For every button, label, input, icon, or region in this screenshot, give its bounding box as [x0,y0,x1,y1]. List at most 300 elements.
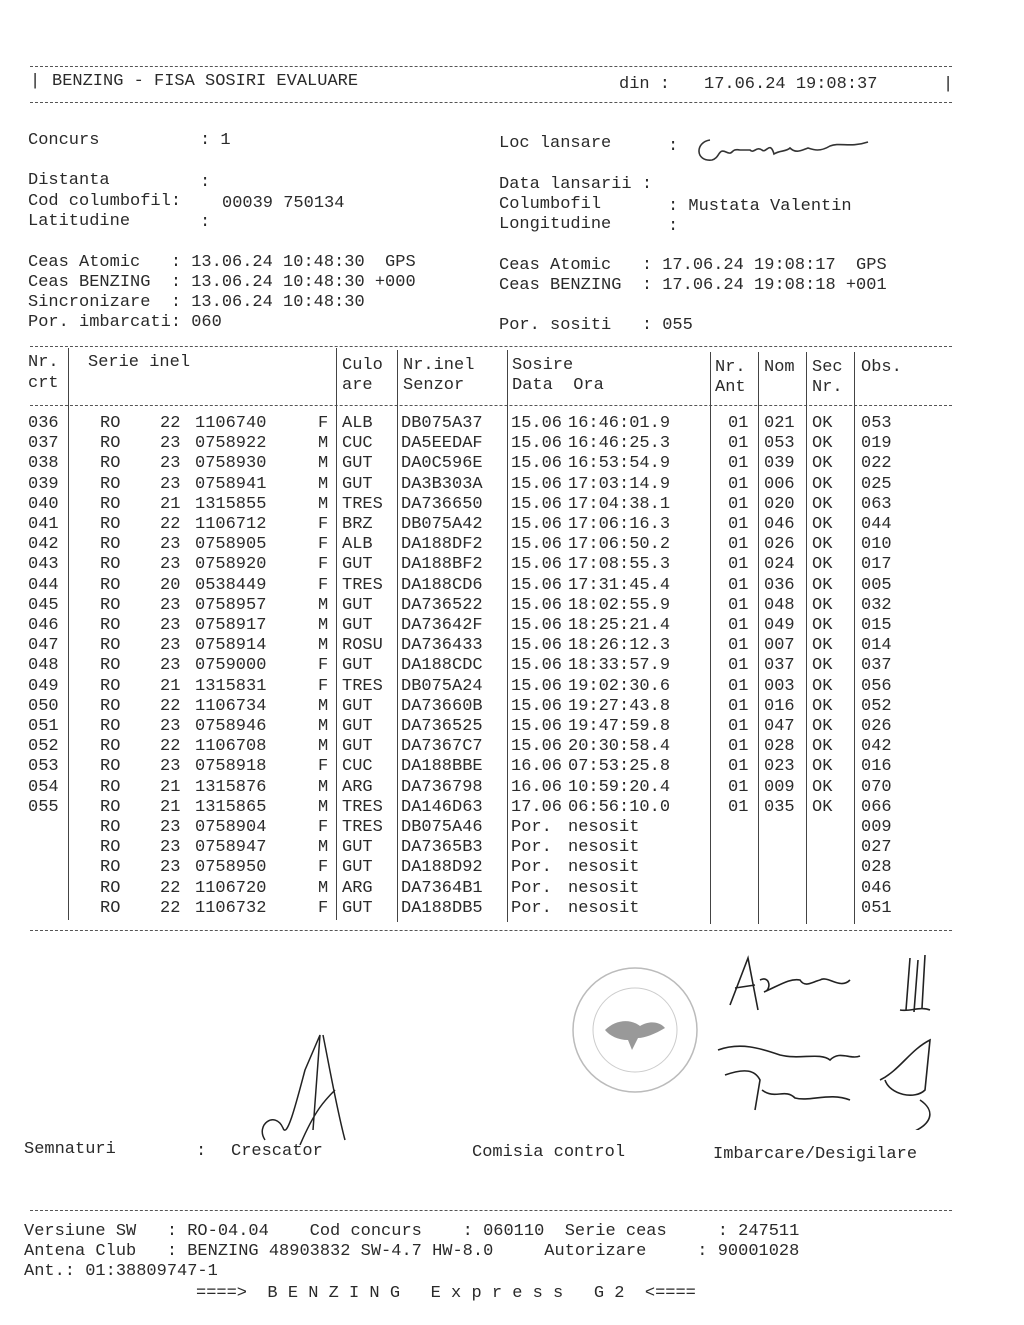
cell-sex: F [318,818,329,837]
cell-ant: 01 [728,474,749,494]
cell-data: 15.06 [511,696,563,716]
cell-cul: TRES [342,797,383,817]
cell-sec: OK [812,555,833,575]
cell-an: 22 [160,696,181,716]
cell-ant: 01 [728,494,749,514]
cell-an: 21 [160,676,181,696]
cell-data: Por. [511,818,552,837]
cell-senzor: DA73660B [401,696,483,716]
cell-obs: 016 [861,757,892,777]
cell-senzor: DA736650 [401,494,483,514]
cell-sec: OK [812,494,833,514]
cell-sex: F [318,898,329,918]
cell-data: 15.06 [511,535,563,555]
cell-data: 15.06 [511,676,563,696]
table-row [0,778,1024,798]
cell-sec: OK [812,696,833,716]
cell-cul: CUC [342,434,373,454]
table-row [0,535,1024,555]
cell-inel: 1315855 [195,494,267,514]
cell-ora: 17:06:16.3 [568,515,671,534]
cell-inel: 0758941 [195,474,267,494]
cell-ant: 01 [728,737,749,757]
table-row [0,555,1024,575]
table-row [0,697,1024,717]
cell-an: 21 [160,494,181,514]
cell-sex: F [318,414,329,433]
cell-senzor: DA188BBE [401,757,483,777]
cell-cul: TRES [342,676,383,696]
cell-nom: 036 [764,575,795,595]
cell-tara: RO [100,494,121,514]
cell-tara: RO [100,696,121,716]
cell-senzor: DA7365B3 [401,838,483,858]
cell-tara: RO [100,656,121,676]
cell-sex: M [318,717,329,736]
cell-data: 15.06 [511,575,563,595]
table-row [0,677,1024,697]
cell-tara: RO [100,676,121,696]
cell-data: 15.06 [511,717,563,736]
cell-tara: RO [100,838,121,858]
cell-an: 22 [160,737,181,757]
cell-tara: RO [100,797,121,817]
cell-obs: 017 [861,555,892,575]
signature-comisia-1 [700,930,950,1130]
table-row [0,495,1024,515]
cell-senzor: DA0C596E [401,454,483,474]
table-row [0,798,1024,818]
cell-tara: RO [100,818,121,837]
cell-an: 23 [160,595,181,615]
cell-tara: RO [100,555,121,575]
cell-cul: BRZ [342,515,373,534]
cell-nom: 007 [764,636,795,656]
cell-tara: RO [100,777,121,797]
cell-tara: RO [100,595,121,615]
cell-senzor: DB075A42 [401,515,483,534]
cell-sec: OK [812,737,833,757]
table-row [0,475,1024,495]
cell-cul: GUT [342,474,373,494]
cell-ora: 16:53:54.9 [568,454,671,474]
cell-nr: 039 [28,474,59,494]
cell-nom: 016 [764,696,795,716]
cell-nom: 006 [764,474,795,494]
th-sosire: Sosire [512,356,574,375]
cell-nom: 039 [764,454,795,474]
cell-inel: 0758917 [195,616,267,635]
cell-nom: 028 [764,737,795,757]
cell-inel: 0758904 [195,818,267,837]
cell-nr: 050 [28,696,59,716]
cell-nr: 040 [28,494,59,514]
cell-cul: GUT [342,696,373,716]
cell-sex: F [318,555,329,575]
cell-an: 21 [160,777,181,797]
cell-nr: 043 [28,555,59,575]
cell-sex: F [318,676,329,696]
cell-an: 23 [160,636,181,656]
th-senzor-1: Nr.inel [403,356,475,375]
table-row [0,414,1024,434]
cell-data: 15.06 [511,616,563,635]
cell-senzor: DA736525 [401,717,483,736]
cell-an: 20 [160,575,181,595]
cell-sex: M [318,737,329,757]
cell-obs: 010 [861,535,892,555]
cell-senzor: DB075A46 [401,818,483,837]
cell-obs: 025 [861,474,892,494]
cell-sex: F [318,515,329,534]
cell-an: 23 [160,757,181,777]
cell-inel: 0538449 [195,575,267,595]
cell-data: 15.06 [511,454,563,474]
cell-sec: OK [812,757,833,777]
cell-obs: 009 [861,818,892,837]
cell-nr: 046 [28,616,59,635]
cell-tara: RO [100,636,121,656]
cell-data: Por. [511,898,552,918]
cell-nr: 045 [28,595,59,615]
cell-cul: ARG [342,878,373,898]
cell-data: 16.06 [511,757,563,777]
cell-ora: 17:04:38.1 [568,494,671,514]
cell-sex: F [318,858,329,878]
cell-inel: 1315831 [195,676,267,696]
table-row [0,616,1024,636]
cell-ant: 01 [728,595,749,615]
cell-an: 23 [160,535,181,555]
cell-ora: 19:47:59.8 [568,717,671,736]
th-nr-ant-1: Nr. [715,358,746,377]
table-row [0,576,1024,596]
cell-data: 17.06 [511,797,563,817]
table-row [0,899,1024,919]
cell-ora: 17:31:45.4 [568,575,671,595]
cell-tara: RO [100,898,121,918]
crescator-label: Crescator [231,1142,323,1161]
cell-cul: GUT [342,656,373,676]
columbofil-label: Columbofil [499,195,602,214]
cell-cul: GUT [342,898,373,918]
cell-sec: OK [812,454,833,474]
cell-cul: CUC [342,757,373,777]
cell-tara: RO [100,878,121,898]
cell-obs: 027 [861,838,892,858]
cell-obs: 019 [861,434,892,454]
cell-cul: TRES [342,494,383,514]
columbofil-value: : Mustata Valentin [668,197,852,216]
cell-sex: M [318,797,329,817]
table-row [0,454,1024,474]
cell-tara: RO [100,737,121,757]
cell-sex: M [318,636,329,656]
header-left-bar: | [30,72,41,91]
cell-data: 15.06 [511,595,563,615]
cell-sec: OK [812,595,833,615]
loc-lansare-handwriting [690,128,880,168]
cell-sex: M [318,434,329,454]
cell-tara: RO [100,757,121,777]
cell-nom: 024 [764,555,795,575]
cell-tara: RO [100,535,121,555]
cell-an: 23 [160,717,181,736]
cell-nr: 036 [28,414,59,433]
ceas-benzing-end: Ceas BENZING : 17.06.24 19:08:18 +001 [499,276,887,295]
cell-inel: 1315865 [195,797,267,817]
table-header-rule [30,405,952,406]
footer-brand: ====> B E N Z I N G E x p r e s s G 2 <==== [196,1284,696,1303]
cell-cul: ALB [342,414,373,433]
cell-ora: 16:46:25.3 [568,434,671,454]
cell-ant: 01 [728,696,749,716]
cell-an: 23 [160,656,181,676]
cell-sec: OK [812,656,833,676]
cell-obs: 005 [861,575,892,595]
cell-nr: 044 [28,575,59,595]
table-row [0,717,1024,737]
cell-senzor: DA736798 [401,777,483,797]
table-row [0,737,1024,757]
cell-sex: M [318,696,329,716]
cell-sec: OK [812,474,833,494]
cell-data: 16.06 [511,777,563,797]
cell-senzor: DA736522 [401,595,483,615]
cell-data: 15.06 [511,737,563,757]
cell-senzor: DB075A24 [401,676,483,696]
cell-obs: 070 [861,777,892,797]
cell-ora: 18:02:55.9 [568,595,671,615]
cell-inel: 0758920 [195,555,267,575]
cell-data: 15.06 [511,474,563,494]
cell-sec: OK [812,797,833,817]
cell-sec: OK [812,414,833,433]
footer-line-3: Ant.: 01:38809747-1 [24,1262,218,1281]
cell-nom: 026 [764,535,795,555]
cell-senzor: DA188CDC [401,656,483,676]
cell-ora: 18:33:57.9 [568,656,671,676]
cell-nom: 020 [764,494,795,514]
cell-obs: 066 [861,797,892,817]
footer-line-2: Antena Club : BENZING 48903832 SW-4.7 HW-8.0 Autorizare : 90001028 [24,1242,800,1261]
cell-inel: 0758950 [195,858,267,878]
cell-inel: 0759000 [195,656,267,676]
cell-ora: 16:46:01.9 [568,414,671,433]
cell-ant: 01 [728,656,749,676]
cell-nom: 009 [764,777,795,797]
cell-ora: 18:25:21.4 [568,616,671,635]
ceas-atomic-start: Ceas Atomic : 13.06.24 10:48:30 GPS [28,253,416,272]
cell-ant: 01 [728,797,749,817]
cell-inel: 1106708 [195,737,267,757]
cell-senzor: DA188DF2 [401,535,483,555]
cell-an: 23 [160,818,181,837]
cell-cul: ROSU [342,636,383,656]
cell-sec: OK [812,717,833,736]
cell-tara: RO [100,434,121,454]
cell-ora: 17:06:50.2 [568,535,671,555]
cell-cul: ARG [342,777,373,797]
cell-ant: 01 [728,515,749,534]
cell-sec: OK [812,676,833,696]
cell-an: 23 [160,838,181,858]
cell-obs: 026 [861,717,892,736]
cell-an: 23 [160,454,181,474]
table-row [0,818,1024,838]
cell-ora: 20:30:58.4 [568,737,671,757]
cell-cul: GUT [342,616,373,635]
cell-tara: RO [100,575,121,595]
cell-nr: 052 [28,737,59,757]
cell-sex: F [318,535,329,555]
cell-data: 15.06 [511,414,563,433]
cell-senzor: DA146D63 [401,797,483,817]
cell-obs: 044 [861,515,892,534]
cell-ora: 06:56:10.0 [568,797,671,817]
cell-tara: RO [100,515,121,534]
cell-senzor: DA73642F [401,616,483,635]
cell-obs: 032 [861,595,892,615]
table-row [0,656,1024,676]
cell-obs: 051 [861,898,892,918]
cell-nom: 003 [764,676,795,696]
cell-inel: 0758947 [195,838,267,858]
table-row [0,757,1024,777]
header-right-bar: | [943,75,954,94]
cell-obs: 046 [861,878,892,898]
header-top-rule [30,66,952,67]
cell-sex: M [318,777,329,797]
cell-ora: nesosit [568,838,640,858]
cell-nom: 035 [764,797,795,817]
cell-ora: 07:53:25.8 [568,757,671,777]
data-lansarii-label: Data lansarii : [499,175,653,194]
cell-nr: 053 [28,757,59,777]
cell-obs: 037 [861,656,892,676]
cell-sec: OK [812,434,833,454]
cell-inel: 0758905 [195,535,267,555]
semnaturi-sep: : [196,1142,207,1161]
cell-senzor: DA7367C7 [401,737,483,757]
header-date: 17.06.24 19:08:37 [704,75,878,94]
cell-tara: RO [100,858,121,878]
cell-nom: 037 [764,656,795,676]
cell-nr: 047 [28,636,59,656]
cell-cul: TRES [342,818,383,837]
cell-obs: 022 [861,454,892,474]
cell-sec: OK [812,535,833,555]
cell-sec: OK [812,636,833,656]
cell-inel: 1106734 [195,696,267,716]
cell-nom: 021 [764,414,795,433]
footer-line-1: Versiune SW : RO-04.04 Cod concurs : 060110 Serie ceas : 247511 [24,1222,800,1241]
cell-nom: 053 [764,434,795,454]
imbarcare-desigilare-label: Imbarcare/Desigilare [713,1145,918,1164]
cell-cul: GUT [342,838,373,858]
cell-ant: 01 [728,636,749,656]
cell-tara: RO [100,474,121,494]
cell-inel: 0758914 [195,636,267,656]
cell-sex: M [318,878,329,898]
cell-ant: 01 [728,757,749,777]
th-senzor-2: Senzor [403,376,465,395]
cell-ant: 01 [728,616,749,635]
cell-sex: F [318,757,329,777]
longitudine-label: Longitudine [499,215,612,234]
cell-obs: 028 [861,858,892,878]
table-row [0,879,1024,899]
cell-senzor: DA188BF2 [401,555,483,575]
th-culoare-2: are [342,376,373,395]
cell-obs: 053 [861,414,892,433]
cell-inel: 1106732 [195,898,267,918]
cell-sex: M [318,474,329,494]
cell-ora: nesosit [568,818,640,837]
cell-sex: F [318,656,329,676]
cell-ant: 01 [728,676,749,696]
cell-inel: 0758930 [195,454,267,474]
cell-nom: 023 [764,757,795,777]
cell-senzor: DA3B303A [401,474,483,494]
th-culoare-1: Culo [342,356,383,375]
th-data-ora: Data Ora [512,376,604,395]
table-row [0,858,1024,878]
cell-data: Por. [511,858,552,878]
cell-an: 22 [160,878,181,898]
cell-ant: 01 [728,717,749,736]
th-nr-ant-2: Ant [715,378,746,397]
cell-an: 22 [160,414,181,433]
cell-cul: GUT [342,595,373,615]
cell-nr: 051 [28,717,59,736]
cell-ora: 18:26:12.3 [568,636,671,656]
cell-sex: M [318,838,329,858]
cell-inel: 1315876 [195,777,267,797]
stamp [560,960,710,1100]
comisia-control-label: Comisia control [472,1143,626,1162]
footer-rule [30,1210,952,1211]
cell-obs: 014 [861,636,892,656]
cell-inel: 0758918 [195,757,267,777]
cell-sex: M [318,494,329,514]
cell-cul: GUT [342,858,373,878]
cell-obs: 052 [861,696,892,716]
th-nr: Nr. [28,353,59,372]
header-bottom-rule [30,102,952,103]
cell-nr: 055 [28,797,59,817]
cell-ora: 17:03:14.9 [568,474,671,494]
cell-nr: 042 [28,535,59,555]
cell-data: 15.06 [511,434,563,454]
cell-obs: 015 [861,616,892,635]
cell-ant: 01 [728,434,749,454]
cell-an: 23 [160,434,181,454]
cell-data: 15.06 [511,636,563,656]
cell-senzor: DA736433 [401,636,483,656]
cell-ora: 19:27:43.8 [568,696,671,716]
cell-ora: 10:59:20.4 [568,777,671,797]
semnaturi-label: Semnaturi [24,1140,116,1159]
cell-inel: 0758946 [195,717,267,736]
cell-tara: RO [100,454,121,474]
cell-ora: 19:02:30.6 [568,676,671,696]
cell-obs: 056 [861,676,892,696]
cell-nom: 047 [764,717,795,736]
sincronizare: Sincronizare : 13.06.24 10:48:30 [28,293,365,312]
cell-ant: 01 [728,414,749,433]
latitudine-label: Latitudine [28,212,131,231]
